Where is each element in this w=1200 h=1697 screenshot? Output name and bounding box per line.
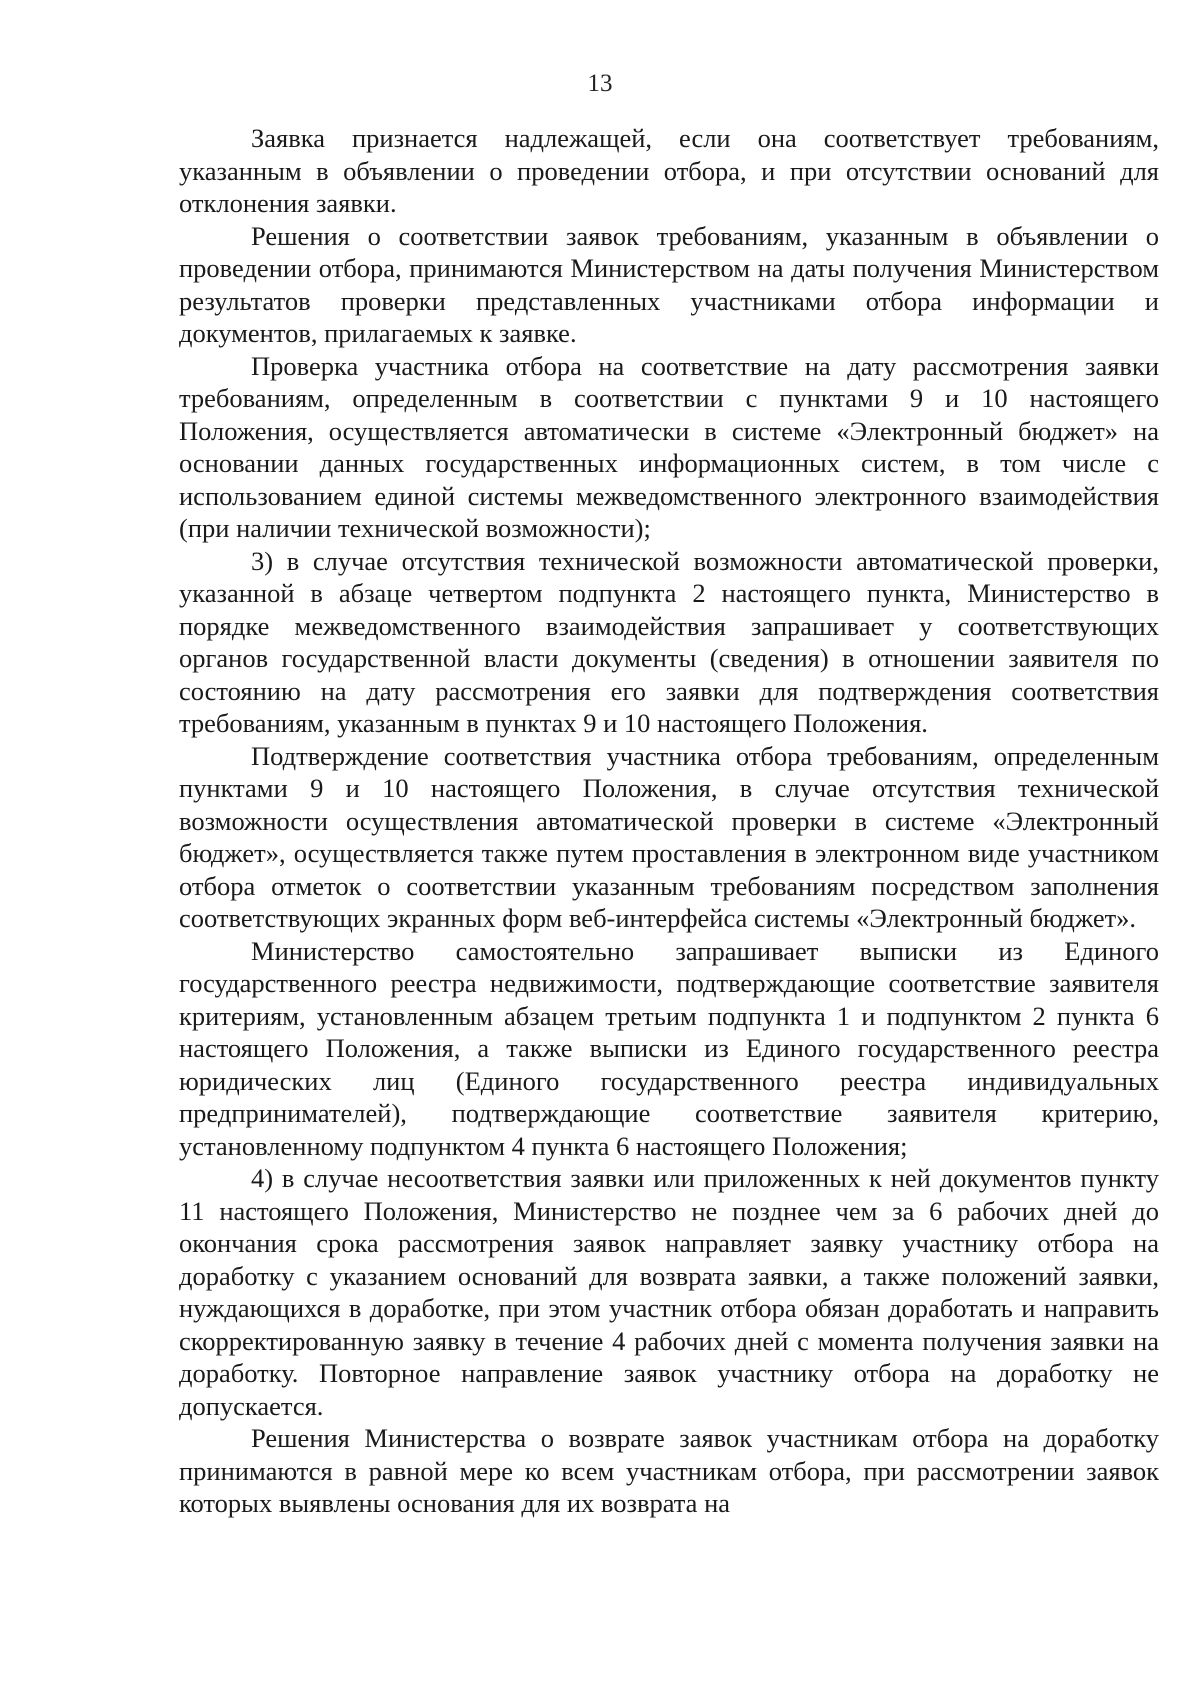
paragraph-3: Проверка участника отбора на соответствие на дату рассмотрения заявки требованиям, определенным в соответствии с пунктами 9 и 10 настоящего Положения, осуществляется автоматически в системе «Электронный бюджет» на основании данных государственных информационных систем, в том числе с использованием единой системы межведомственного электронного взаимодействия (при наличии технической возможности); — [179, 350, 1159, 543]
paragraph-5: Подтверждение соответствия участника отбора требованиям, определенным пунктами 9 и 10 настоящего Положения, в случае отсутствия технической возможности осуществления автоматической проверки в системе «Электронный бюджет», осуществляется также путем проставления в электронном виде участником отбора отметок о соответствии указанным требованиям посредством заполнения соответствующих экранных форм веб-интерфейса системы «Электронный бюджет». — [179, 740, 1159, 933]
paragraph-6: Министерство самостоятельно запрашивает выписки из Единого государственного реестра недвижимости, подтверждающие соответствие заявителя критериям, установленным абзацем третьим подпункта 1 и подпунктом 2 пункта 6 настоящего Положения, а также выписки из Единого государственного реестра юридических лиц (Единого государственного реестра индивидуальных предпринимателей), подтверждающие соответствие заявителя критерию, установленному подпунктом 4 пункта 6 настоящего Положения; — [179, 935, 1159, 1161]
paragraph-7: 4) в случае несоответствия заявки или приложенных к ней документов пункту 11 настоящего Положения, Министерство не позднее чем за 6 рабочих дней до окончания срока рассмотрения заявок направляет заявку участнику отбора на доработку с указанием оснований для возврата заявки, а также положений заявки, нуждающихся в доработке, при этом участник отбора обязан доработать и направить скорректированную заявку в течение 4 рабочих дней с момента получения заявки на доработку. Повторное направление заявок участнику отбора на доработку не допускается. — [179, 1163, 1159, 1421]
paragraph-1: Заявка признается надлежащей, если она соответствует требованиям, указанным в объявлении о проведении отбора, и при отсутствии оснований для отклонения заявки. — [179, 123, 1159, 218]
paragraph-8: Решения Министерства о возврате заявок участникам отбора на доработку принимаются в равной мере ко всем участникам отбора, при рассмотрении заявок которых выявлены основания для их возврата на — [179, 1423, 1159, 1518]
document-body — [179, 122, 1159, 1520]
paragraph-2: Решения о соответствии заявок требованиям, указанным в объявлении о проведении отбора, принимаются Министерством на даты получения Министерством результатов проверки представленных участниками отбора информации и документов, прилагаемых к заявке. — [179, 220, 1159, 348]
page-number: 13 — [587, 70, 613, 97]
paragraph-4: 3) в случае отсутствия технической возможности автоматической проверки, указанной в абзаце четвертом подпункта 2 настоящего пункта, Министерство в порядке межведомственного взаимодействия запрашивает у соответствующих органов государственной власти документы (сведения) в отношении заявителя по состоянию на дату рассмотрения его заявки для подтверждения соответствия требованиям, указанным в пунктах 9 и 10 настоящего Положения. — [179, 545, 1159, 738]
